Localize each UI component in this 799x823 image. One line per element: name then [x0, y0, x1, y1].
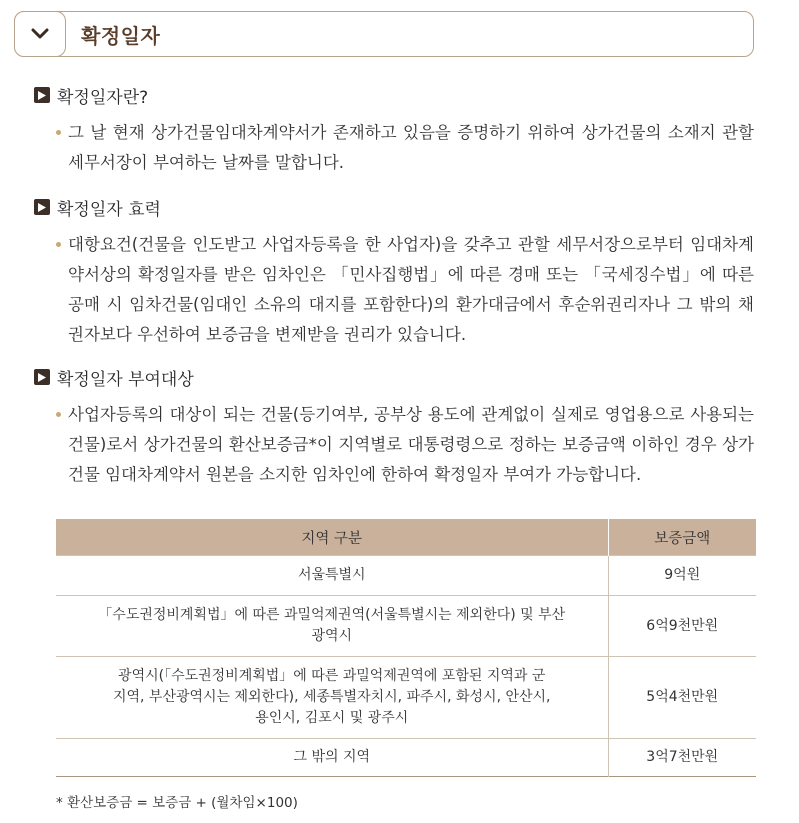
section-eligibility — [34, 366, 774, 490]
bullet-icon — [56, 130, 61, 135]
triangle-right-icon — [34, 369, 50, 385]
amount-cell: 6억9천만원 — [608, 596, 756, 657]
section-effect — [34, 196, 774, 350]
column-header-region: 지역 구분 — [56, 519, 608, 556]
region-cell: 서울특별시 — [56, 556, 608, 596]
table-row — [56, 596, 756, 657]
bullet-icon — [56, 412, 61, 417]
column-header-amount: 보증금액 — [608, 519, 756, 556]
deposit-threshold-table — [56, 519, 756, 777]
table-row — [56, 657, 756, 739]
section-header — [14, 11, 754, 57]
section-title: 확정일자 부여대상 — [57, 369, 194, 390]
paragraph-text: 대항요건(건물을 인도받고 사업자등록을 한 사업자)을 갖추고 관할 세무서장으로부터 임대차계약서상의 확정일자를 받은 임차인은 「민사집행법」에 따른 경매 또는 「국세징수법」에 따른 공매 시 임차건물(임대인 소유의 대지를 포함한다)의 환가대금에서 후순위권리자나 그 밖의 채권자보다 우선하여 보증금을 변제받을 권리가 있습니다. — [68, 235, 754, 344]
amount-cell: 3억7천만원 — [608, 739, 756, 777]
section-title: 확정일자 효력 — [57, 199, 161, 220]
section-paragraph — [68, 118, 754, 178]
section-definition — [34, 84, 774, 178]
table-row — [56, 739, 756, 777]
triangle-right-icon — [34, 87, 50, 103]
collapse-toggle-button[interactable] — [14, 11, 66, 57]
section-title: 확정일자란? — [57, 87, 149, 108]
section-paragraph — [68, 400, 754, 490]
header-title: 확정일자 — [81, 24, 161, 48]
paragraph-text: 사업자등록의 대상이 되는 건물(등기여부, 공부상 용도에 관계없이 실제로 영업용으로 사용되는 건물)로서 상가건물의 환산보증금*이 지역별로 대통령령으로 정하는 보증금액 이하인 경우 상가건물 임대차계약서 원본을 소지한 임차인에 한하여 확정일자 부여가 가능합니다. — [68, 405, 754, 484]
region-cell: 광역시(「수도권정비계획법」에 따른 과밀억제권역에 포함된 지역과 군지역, 부산광역시는 제외한다), 세종특별자치시, 파주시, 화성시, 안산시, 용인시, 김포시 및 광주시 — [56, 657, 608, 739]
triangle-right-icon — [34, 199, 50, 215]
table-row — [56, 556, 756, 596]
table-header-row — [56, 519, 756, 556]
bullet-icon — [56, 242, 61, 247]
amount-cell: 9억원 — [608, 556, 756, 596]
footnote: * 환산보증금 = 보증금 + (월차임×100) — [56, 795, 298, 811]
amount-cell: 5억4천만원 — [608, 657, 756, 739]
chevron-down-icon — [30, 27, 50, 41]
section-paragraph — [68, 230, 754, 350]
region-cell: 「수도권정비계획법」에 따른 과밀억제권역(서울특별시는 제외한다) 및 부산광역시 — [56, 596, 608, 657]
paragraph-text: 그 날 현재 상가건물임대차계약서가 존재하고 있음을 증명하기 위하여 상가건물의 소재지 관할 세무서장이 부여하는 날짜를 말합니다. — [68, 123, 754, 172]
region-cell: 그 밖의 지역 — [56, 739, 608, 777]
